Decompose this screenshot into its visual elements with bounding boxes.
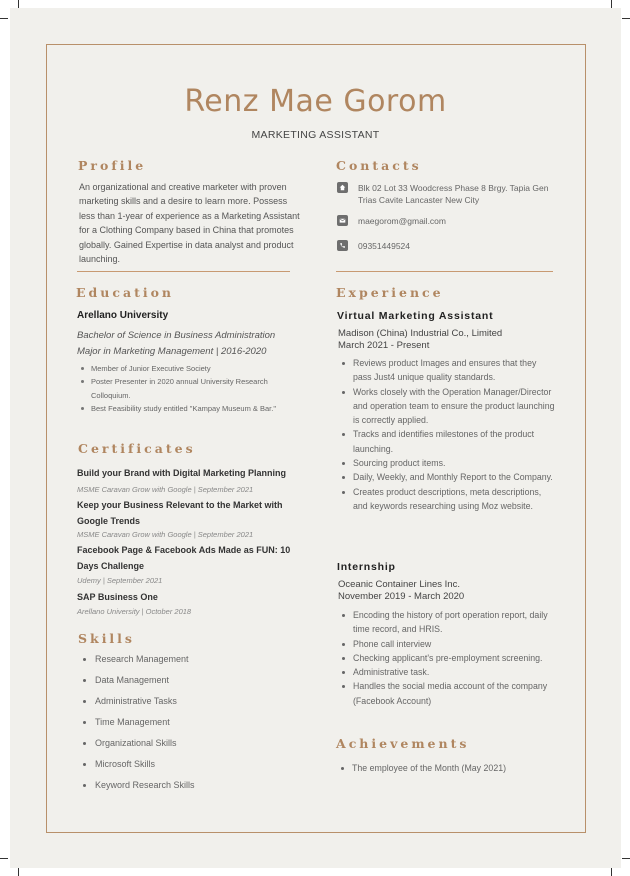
contact-email-text[interactable]: maegorom@gmail.com	[358, 216, 446, 226]
list-item: Creates product descriptions, meta descriptions, and keywords researching using Moz website.	[337, 485, 555, 514]
contact-address-text: Blk 02 Lot 33 Woodcress Phase 8 Brgy. Tapia Gen Trias Cavite Lancaster New City	[358, 183, 549, 205]
certificate-source: MSME Caravan Grow with Google | September 2021	[77, 530, 254, 539]
divider	[77, 271, 290, 272]
crop-mark	[622, 858, 630, 859]
company-name: Madison (China) Industrial Co., Limited	[338, 328, 503, 339]
skill-item: Microsoft Skills	[79, 758, 289, 779]
education-heading: Education	[76, 285, 175, 300]
certificate-name: Facebook Page & Facebook Ads Made as FUN: 10 Days Challenge	[77, 545, 291, 571]
contact-phone	[337, 240, 410, 252]
crop-mark	[622, 18, 630, 19]
achievements-heading: Achievements	[336, 736, 470, 751]
resume-page	[10, 8, 621, 868]
job-company	[338, 328, 502, 352]
job-dates: March 2021 - Present	[338, 340, 430, 351]
job-dates: November 2019 - March 2020	[338, 591, 465, 602]
crop-mark	[0, 858, 8, 859]
contact-address	[337, 182, 558, 206]
job-company	[338, 579, 464, 603]
profile-text: An organizational and creative marketer with proven marketing skills and a desire to learn more. Possess less than 1-year of experience as a Marketing Assistant for a Clothing Company based in China that promotes globally. Gained Expertise in data analyst and product launching.	[79, 182, 300, 265]
crop-mark	[0, 18, 8, 19]
job-title: Internship	[337, 561, 396, 573]
list-item: Handles the social media account of the company (Facebook Account)	[337, 679, 555, 708]
list-item: Administrative task.	[337, 665, 555, 679]
skill-item: Organizational Skills	[79, 737, 289, 758]
list-item: The employee of the Month (May 2021)	[336, 761, 554, 775]
divider	[336, 271, 553, 272]
certificate-name: Keep your Business Relevant to the Market with Google Trends	[77, 500, 283, 526]
contact-phone-text: 09351449524	[358, 241, 411, 251]
certificate-name: SAP Business One	[77, 592, 158, 602]
home-icon	[337, 182, 348, 193]
list-item: Sourcing product items.	[337, 456, 555, 470]
skills-heading: Skills	[78, 631, 135, 646]
crop-mark	[611, 0, 612, 8]
list-item: Encoding the history of port operation report, daily time record, and HRIS.	[337, 608, 555, 637]
job-duties	[337, 356, 555, 513]
crop-mark	[18, 0, 19, 8]
education-highlights	[78, 362, 283, 415]
skill-item: Time Management	[79, 716, 289, 737]
certificate-source: MSME Caravan Grow with Google | September 2021	[77, 485, 254, 494]
list-item: Poster Presenter in 2020 annual University Research Colloquium.	[78, 375, 283, 402]
degree-line: Bachelor of Science in Business Administration	[77, 330, 276, 341]
certificate-name: Build your Brand with Digital Marketing Planning	[77, 468, 287, 478]
skills-list	[79, 653, 289, 800]
list-item: Checking applicant's pre-employment screening.	[337, 651, 555, 665]
education-degree	[77, 328, 275, 360]
company-name: Oceanic Container Lines Inc.	[338, 579, 460, 590]
contacts-heading: Contacts	[336, 158, 422, 173]
crop-mark	[18, 868, 19, 876]
list-item: Daily, Weekly, and Monthly Report to the Company.	[337, 470, 555, 484]
degree-line: Major in Marketing Management | 2016-2020	[77, 346, 267, 357]
contact-email	[337, 215, 446, 227]
certificates-heading: Certificates	[78, 441, 196, 456]
list-item: Works closely with the Operation Manager/Director and operation team to ensure the product launching is correctly applied.	[337, 385, 555, 428]
certificate-source: Arellano University | October 2018	[77, 607, 192, 616]
phone-icon	[337, 240, 348, 251]
certificate-source: Udemy | September 2021	[77, 576, 163, 585]
list-item: Best Feasibility study entitled "Kampay Museum & Bar."	[78, 402, 283, 415]
email-icon	[337, 215, 348, 226]
skill-item: Administrative Tasks	[79, 695, 289, 716]
list-item: Phone call interview	[337, 637, 555, 651]
list-item: Tracks and identifies milestones of the product launching.	[337, 427, 555, 456]
crop-mark	[611, 868, 612, 876]
skill-item: Keyword Research Skills	[79, 779, 289, 800]
skill-item: Research Management	[79, 653, 289, 674]
resume-role: MARKETING ASSISTANT	[251, 129, 380, 141]
profile-heading: Profile	[78, 158, 147, 173]
experience-heading: Experience	[336, 285, 444, 300]
achievements-list	[336, 761, 554, 775]
list-item: Member of Junior Executive Society	[78, 362, 283, 375]
skill-item: Data Management	[79, 674, 289, 695]
resume-name: Renz Mae Gorom	[184, 84, 447, 119]
list-item: Reviews product Images and ensures that they pass Just4 unique quality standards.	[337, 356, 555, 385]
education-school: Arellano University	[77, 310, 169, 321]
job-title: Virtual Marketing Assistant	[337, 310, 494, 322]
job-duties	[337, 608, 555, 708]
